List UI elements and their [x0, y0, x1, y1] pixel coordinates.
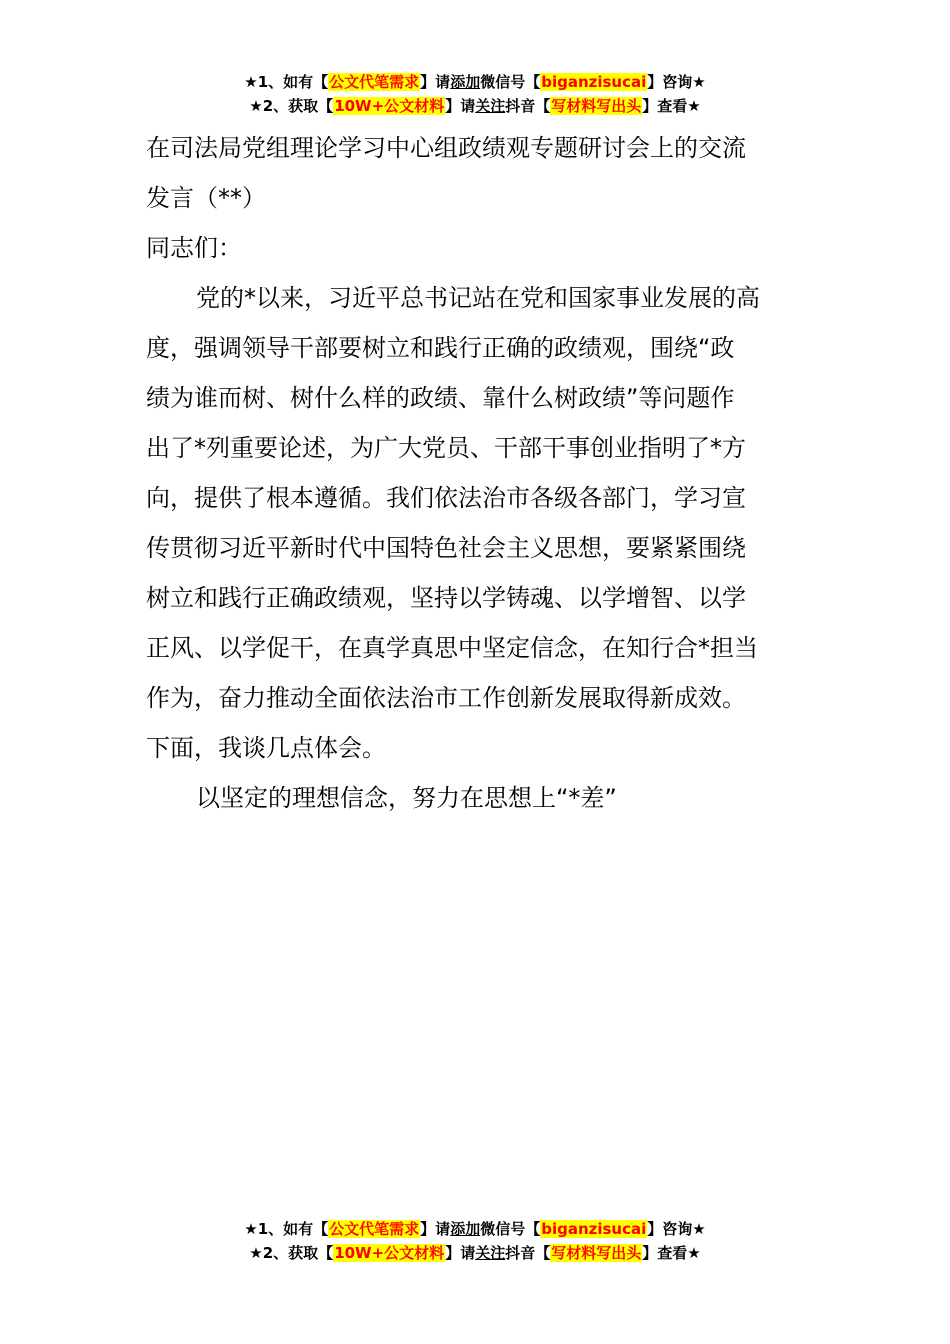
paragraph-line: 出了*列重要论述，为广大党员、干部干事创业指明了*方 — [146, 434, 746, 462]
banner-text: 】请 — [445, 1244, 476, 1262]
paragraph-line: 正风、以学促干，在真学真思中坚定信念，在知行合*担当 — [146, 634, 758, 662]
banner-underlined: 添加 — [450, 1220, 481, 1238]
section-heading-1: 以坚定的理想信念，努力在思想上“*差” — [196, 784, 617, 812]
banner-text: 】咨询★ — [647, 1220, 706, 1238]
banner-text: ★1、如有【 — [244, 73, 329, 91]
paragraph-line: 作为，奋力推动全面依法治市工作创新发展取得新成效。 — [146, 684, 746, 712]
banner-text: ★2、获取【 — [249, 97, 334, 115]
banner-text: 微信号【 — [480, 1220, 541, 1238]
paragraph-line: 绩为谁而树、树什么样的政绩、靠什么树政绩”等问题作 — [146, 384, 735, 412]
paragraph-line: 树立和践行正确政绩观，坚持以学铸魂、以学增智、以学 — [146, 584, 746, 612]
banner-text: ★2、获取【 — [249, 1244, 334, 1262]
paragraph-line: 党的*以来，习近平总书记站在党和国家事业发展的高 — [196, 284, 760, 312]
banner-line-2 — [0, 1241, 950, 1265]
doc-title-line-2: 发言（**） — [146, 184, 266, 212]
banner-line-2 — [0, 94, 950, 118]
paragraph-1 — [146, 273, 810, 773]
banner-text: 】查看★ — [642, 1244, 701, 1262]
banner-text: 抖音【 — [505, 97, 551, 115]
banner-highlight: 10W+公文材料 — [334, 1244, 445, 1262]
salutation: 同志们： — [146, 234, 242, 262]
banner-highlight: 写材料写出头 — [551, 1244, 642, 1262]
banner-text: 】查看★ — [642, 97, 701, 115]
banner-text: 】请 — [420, 1220, 451, 1238]
banner-highlight: 10W+公文材料 — [334, 97, 445, 115]
banner-underlined: 关注 — [475, 1244, 506, 1262]
banner-underlined: 添加 — [450, 73, 481, 91]
banner-text: 】咨询★ — [647, 73, 706, 91]
doc-title-line-1: 在司法局党组理论学习中心组政绩观专题研讨会上的交流 — [146, 134, 746, 162]
banner-highlight: biganzisucai — [541, 73, 647, 91]
banner-text: 】请 — [420, 73, 451, 91]
banner-text: 抖音【 — [505, 1244, 551, 1262]
banner-highlight: biganzisucai — [541, 1220, 647, 1238]
banner-line-1 — [0, 1217, 950, 1241]
banner-highlight: 公文代笔需求 — [329, 1220, 420, 1238]
banner-line-1 — [0, 70, 950, 94]
paragraph-line: 传贯彻习近平新时代中国特色社会主义思想，要紧紧围绕 — [146, 534, 746, 562]
paragraph-line: 度，强调领导干部要树立和践行正确的政绩观，围绕“政 — [146, 334, 735, 362]
paragraph-line: 向，提供了根本遵循。我们依法治市各级各部门，学习宣 — [146, 484, 746, 512]
banner-text: ★1、如有【 — [244, 1220, 329, 1238]
top-banner — [0, 70, 950, 118]
bottom-banner — [0, 1217, 950, 1265]
document-body — [146, 123, 810, 823]
banner-text: 】请 — [445, 97, 476, 115]
banner-underlined: 关注 — [475, 97, 506, 115]
paragraph-line: 下面，我谈几点体会。 — [146, 734, 386, 762]
banner-highlight: 公文代笔需求 — [329, 73, 420, 91]
banner-highlight: 写材料写出头 — [551, 97, 642, 115]
banner-text: 微信号【 — [480, 73, 541, 91]
